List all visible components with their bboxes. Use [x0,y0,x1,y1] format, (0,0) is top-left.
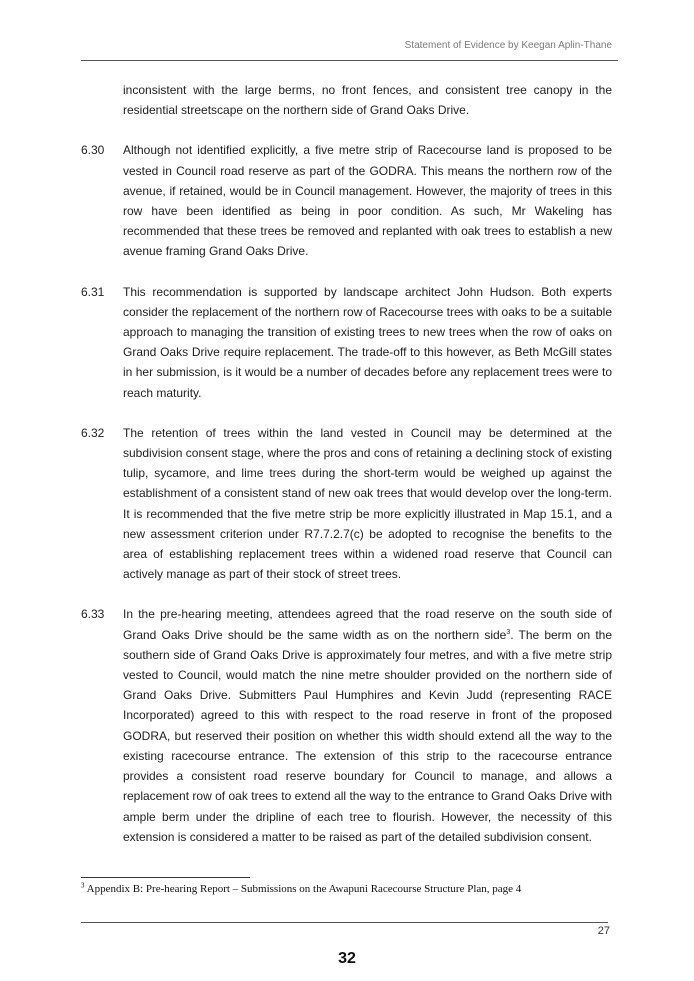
paragraph-text-after: . The berm on the southern side of Grand Oaks Drive is approximately four metres, and with a five metre strip vested to Council, would match the nine metre shoulder provided on the northern side of Grand Oaks Drive. Submitters Paul Humphires and Kevin Judd (representing RACE Incorporated) agreed to this with respect to the road reserve in front of the proposed GODRA, but reserved their position on whether this width should extend all the way to the existing racecourse entrance. The extension of this strip to the racecourse entrance provides a consistent road reserve boundary for Council to manage, and allows a replacement row of oak trees to extend all the way to the entrance to Grand Oaks Drive with ample berm under the dripline of each tree to flourish. However, the necessity of this extension is considered a matter to be raised as part of the detailed subdivision consent. [123,627,612,844]
paragraph-text [123,604,612,846]
paragraph-6-30 [81,140,612,261]
paragraph-number: 6.33 [81,607,105,622]
page-number: 27 [597,925,610,937]
body-text [81,80,612,867]
paragraph-number: 6.30 [81,143,105,158]
paragraph-6-31 [81,282,612,403]
footnote-divider [81,877,250,878]
footnote-number: 3 [81,881,85,890]
paragraph-number: 6.31 [81,284,105,299]
footnote [81,883,621,895]
paragraph-continuation [81,80,612,120]
paragraph-number: 6.32 [81,425,105,440]
document-page-number: 32 [338,950,356,967]
paragraph-text: This recommendation is supported by landscape architect John Hudson. Both experts consider the replacement of the northern row of Racecourse trees with oaks to be a suitable approach to managing the transition of existing trees to new trees when the row of oaks on Grand Oaks Drive require replacement. The trade-off to this however, as Beth McGill states in her submission, is it would be a number of decades before any replacement trees were to reach maturity. [123,284,612,400]
running-header: Statement of Evidence by Keegan Aplin-Thane [404,40,612,51]
paragraph-text: The retention of trees within the land vested in Council may be determined at the subdivision consent stage, where the pros and cons of retaining a declining stock of existing tulip, sycamore, and lime trees during the short-term would be weighed up against the establishment of a consistent stand of new oak trees that would develop over the long-term. It is recommended that the five metre strip be more explicitly illustrated in Map 15.1, and a new assessment criterion under R7.7.2.7(c) be adopted to recognise the benefits to the area of establishing replacement trees within a widened road reserve that Council can actively manage as part of their stock of street trees. [123,425,612,582]
paragraph-number [81,80,123,120]
paragraph-text-before: In the pre-hearing meeting, attendees agreed that the road reserve on the south side of Grand Oaks Drive should be the same width as on the northern side [123,607,612,642]
footnote-reference[interactable]: 3 [506,628,511,636]
footer-divider [81,922,608,923]
paragraph-6-33 [81,604,612,846]
footnote-text: Appendix B: Pre-hearing Report – Submissions on the Awapuni Racecourse Structure Plan, page 4 [84,883,522,895]
paragraph-6-32 [81,423,612,585]
header-divider [81,60,618,61]
paragraph-text: inconsistent with the large berms, no front fences, and consistent tree canopy in the residential streetscape on the northern side of Grand Oaks Drive. [123,83,612,118]
paragraph-text: Although not identified explicitly, a five metre strip of Racecourse land is proposed to be vested in Council road reserve as part of the GODRA. This means the northern row of the avenue, if retained, would be in Council management. However, the majority of trees in this row have been identified as being in poor condition. As such, Mr Wakeling has recommended that these trees be removed and replanted with oak trees to establish a new avenue framing Grand Oaks Drive. [123,143,612,259]
